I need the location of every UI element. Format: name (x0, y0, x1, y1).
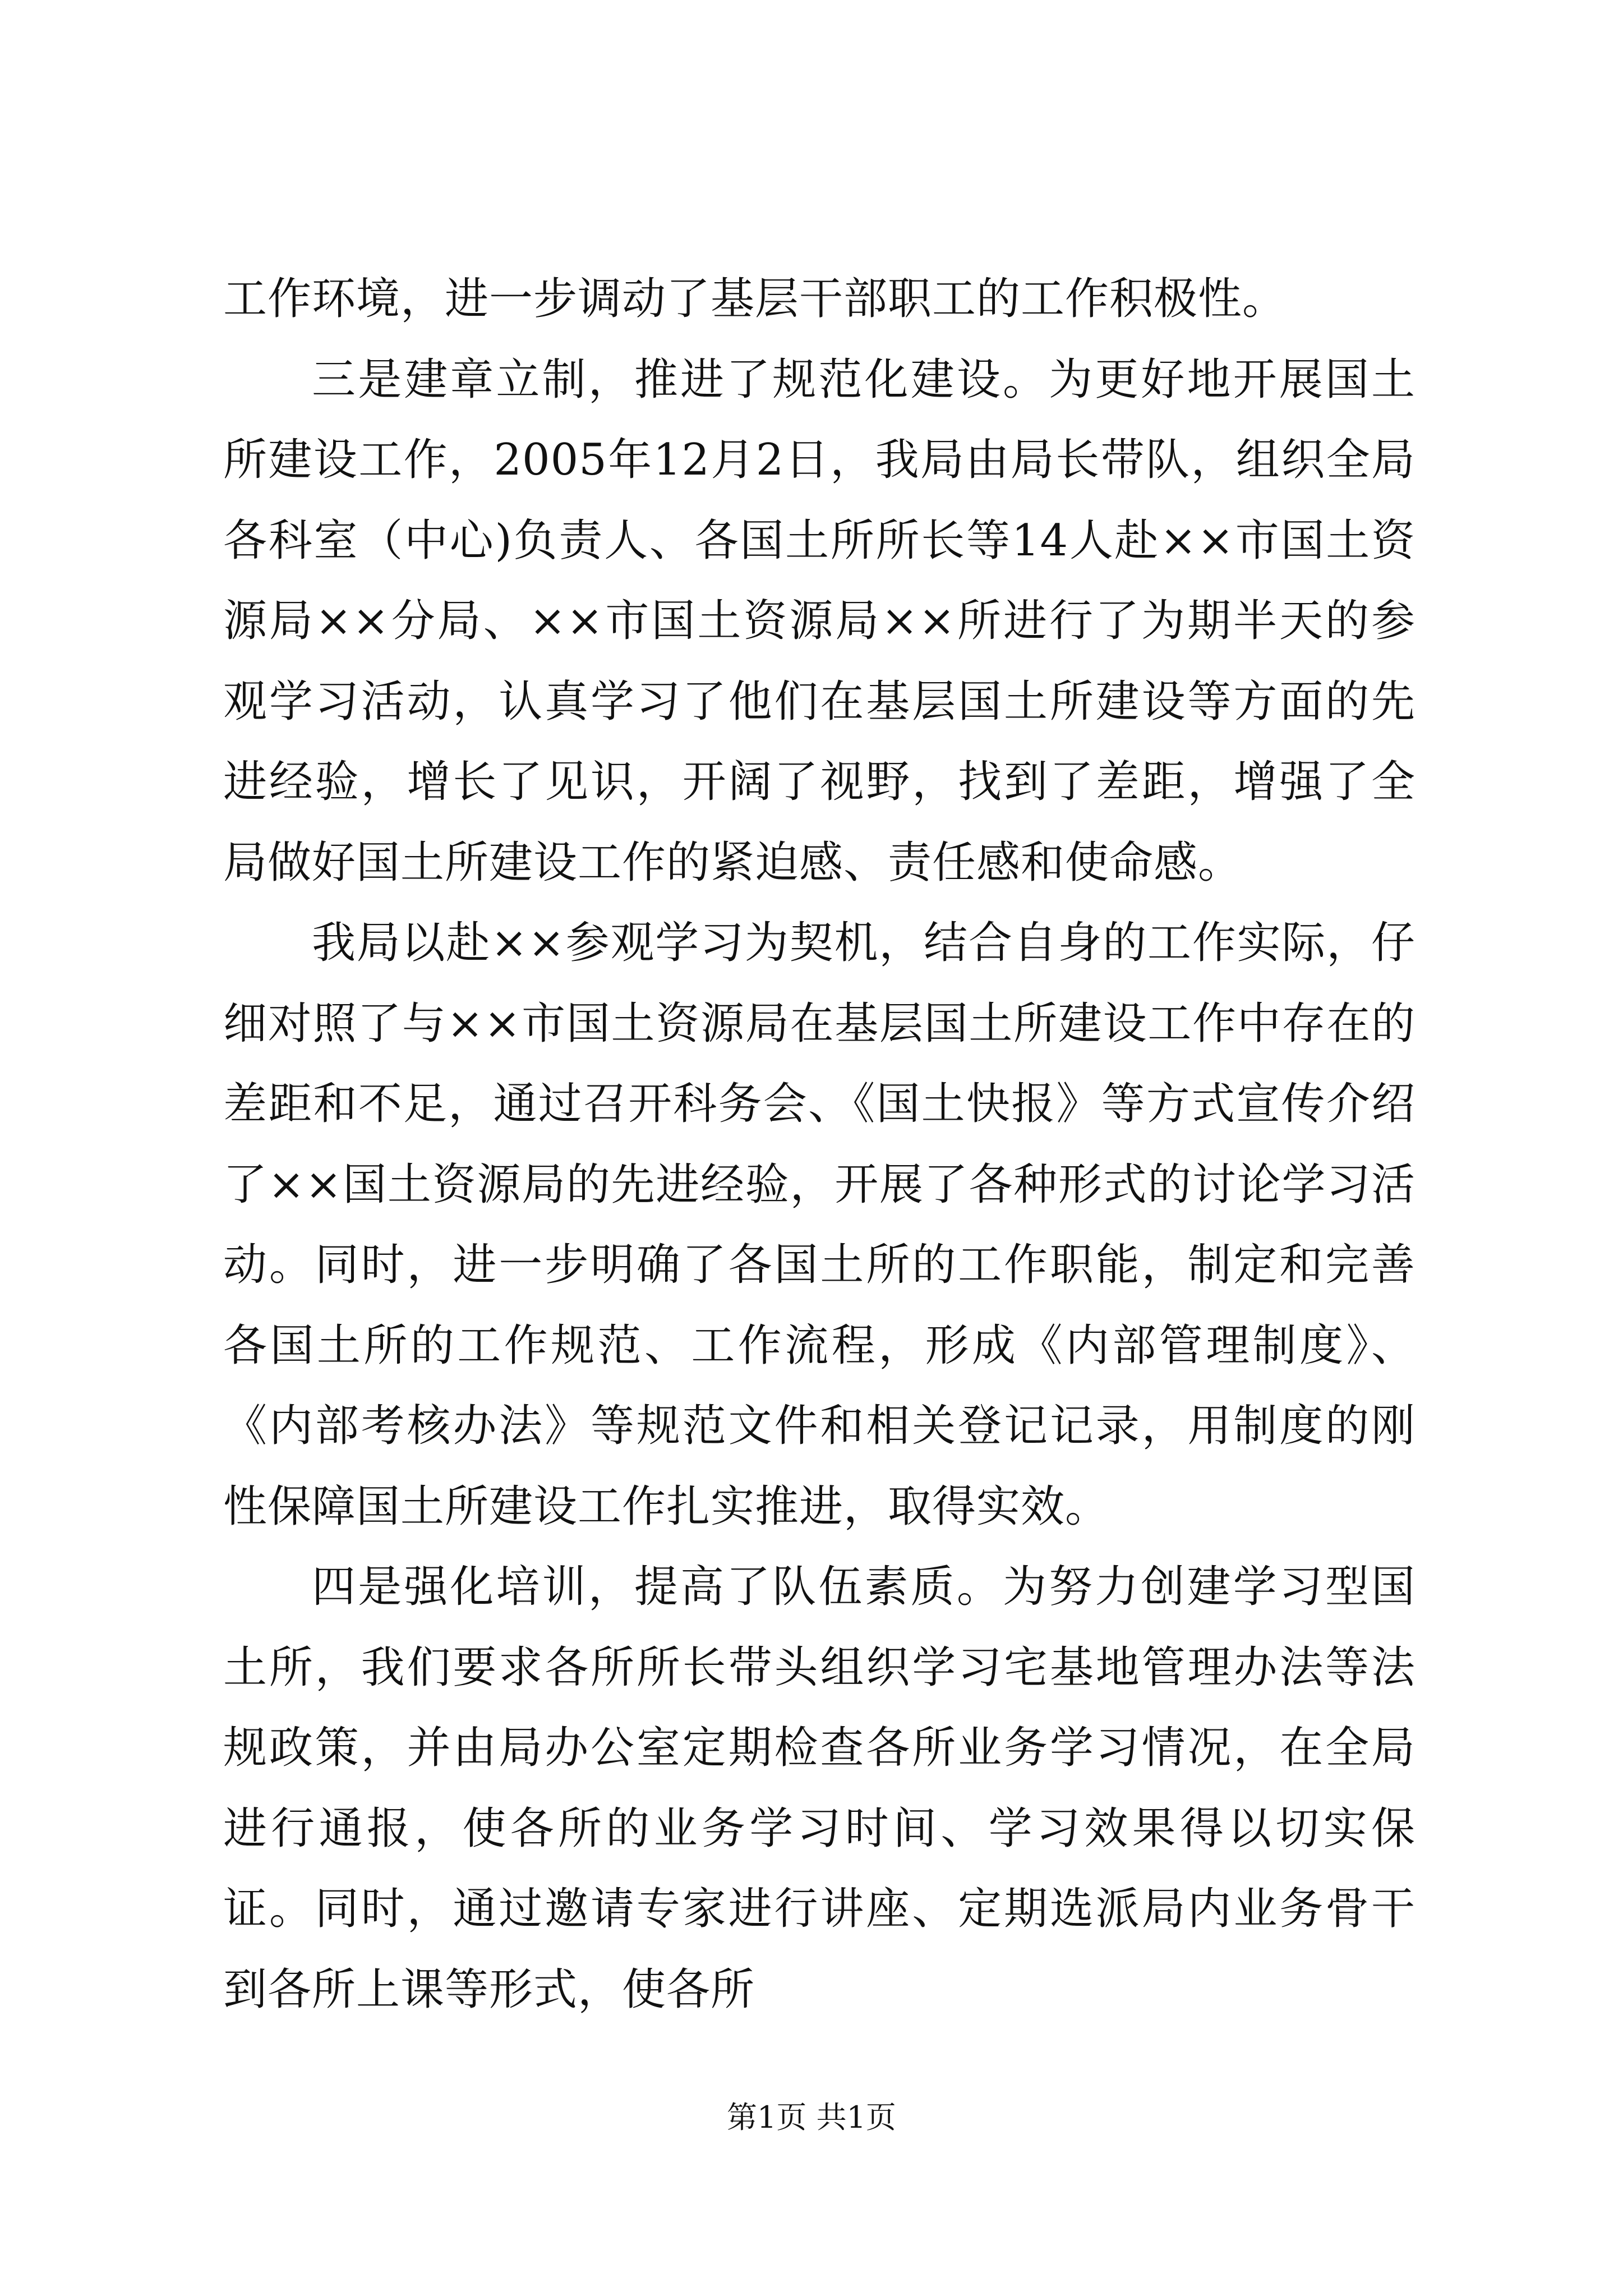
paragraph-1: 工作环境，进一步调动了基层干部职工的工作积极性。 (223, 274, 1287, 324)
paragraph-4: 四是强化培训，提高了队伍素质。为努力创建学习型国土所，我们要求各所所长带头组织学习宅基地管理办法等法规政策，并由局办公室定期检查各所业务学习情况，在全局进行通报，使各所的业务学习时间、学习效果得以切实保证。同时，通过邀请专家进行讲座、定期选派局内业务骨干到各所上课等形式，使各所 (223, 1562, 1415, 2015)
paragraph-2: 三是建章立制，推进了规范化建设。为更好地开展国土所建设工作，2005年12月2日，我局由局长带队，组织全局各科室（中心)负责人、各国土所所长等14人赴××市国土资源局××分局、××市国土资源局××所进行了为期半天的参观学习活动，认真学习了他们在基层国土所建设等方面的先进经验，增长了见识，开阔了视野，找到了差距，增强了全局做好国土所建设工作的紧迫感、责任感和使命感。 (223, 354, 1415, 888)
paragraph-3: 我局以赴××参观学习为契机，结合自身的工作实际，仔细对照了与××市国土资源局在基层国土所建设工作中存在的差距和不足，通过召开科务会、《国土快报》等方式宣传介绍了××国土资源局的先进经验，开展了各种形式的讨论学习活动。同时，进一步明确了各国土所的工作职能，制定和完善各国土所的工作规范、工作流程，形成《内部管理制度》、《内部考核办法》等规范文件和相关登记记录，用制度的刚性保障国土所建设工作扎实推进，取得实效。 (223, 918, 1415, 1532)
page-footer: 第1页 共1页 (727, 2100, 896, 2135)
body-text (223, 259, 1415, 2030)
